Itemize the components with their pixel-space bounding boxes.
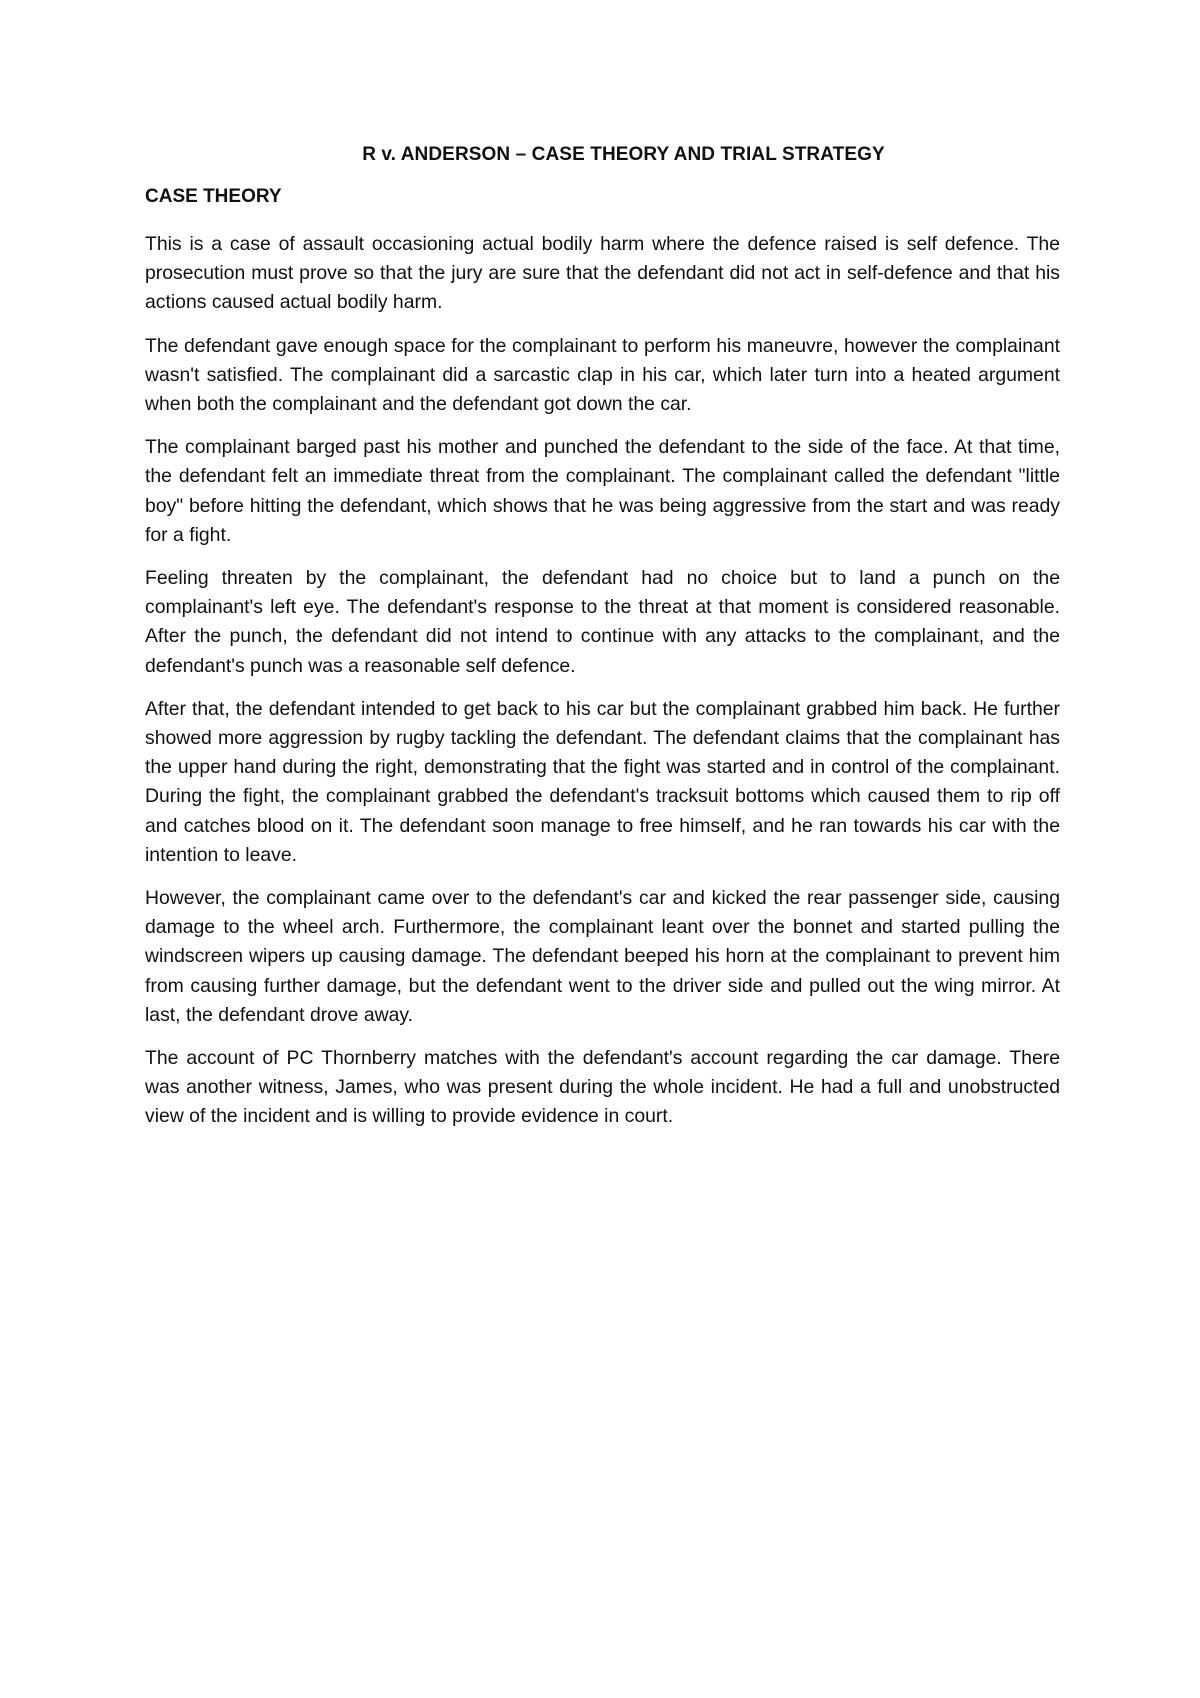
paragraph-4: Feeling threaten by the complainant, the defendant had no choice but to land a punch on the complainant's left eye. The defendant's response to the threat at that moment is considered reasonable. After the punch, the defendant did not intend to continue with any attacks to the complainant, and the defendant's punch was a reasonable self defence.	[145, 567, 1060, 677]
paragraph-7: The account of PC Thornberry matches with the defendant's account regarding the car damage. There was another witness, James, who was present during the whole incident. He had a full and unobstructed view of the incident and is willing to provide evidence in court.	[145, 1047, 1060, 1128]
paragraph-1: This is a case of assault occasioning actual bodily harm where the defence raised is self defence. The prosecution must prove so that the jury are sure that the defendant did not act in self-defence and that his actions caused actual bodily harm.	[145, 233, 1060, 314]
paragraph-6: However, the complainant came over to the defendant's car and kicked the rear passenger side, causing damage to the wheel arch. Furthermore, the complainant leant over the bonnet and started pulling the windscreen wipers up causing damage. The defendant beeped his horn at the complainant to prevent him from causing further damage, but the defendant went to the driver side and pulled out the wing mirror. At last, the defendant drove away.	[145, 887, 1060, 1026]
paragraph-3: The complainant barged past his mother and punched the defendant to the side of the face. At that time, the defendant felt an immediate threat from the complainant. The complainant called the defendant "little boy" before hitting the defendant, which shows that he was being aggressive from the start and was ready for a fight.	[145, 436, 1060, 546]
paragraph-5: After that, the defendant intended to get back to his car but the complainant grabbed him back. He further showed more aggression by rugby tackling the defendant. The defendant claims that the complainant has the upper hand during the right, demonstrating that the fight was started and in control of the complainant. During the fight, the complainant grabbed the defendant's tracksuit bottoms which caused them to rip off and catches blood on it. The defendant soon manage to free himself, and he ran towards his car with the intention to leave.	[145, 697, 1060, 866]
section-heading-case-theory: CASE THEORY	[145, 186, 282, 207]
document-title: R v. ANDERSON – CASE THEORY AND TRIAL STRATEGY	[362, 144, 885, 165]
paragraph-2: The defendant gave enough space for the complainant to perform his maneuvre, however the complainant wasn't satisfied. The complainant did a sarcastic clap in his car, which later turn into a heated argument when both the complainant and the defendant got down the car.	[145, 334, 1060, 416]
document-page	[145, 144, 1060, 1146]
